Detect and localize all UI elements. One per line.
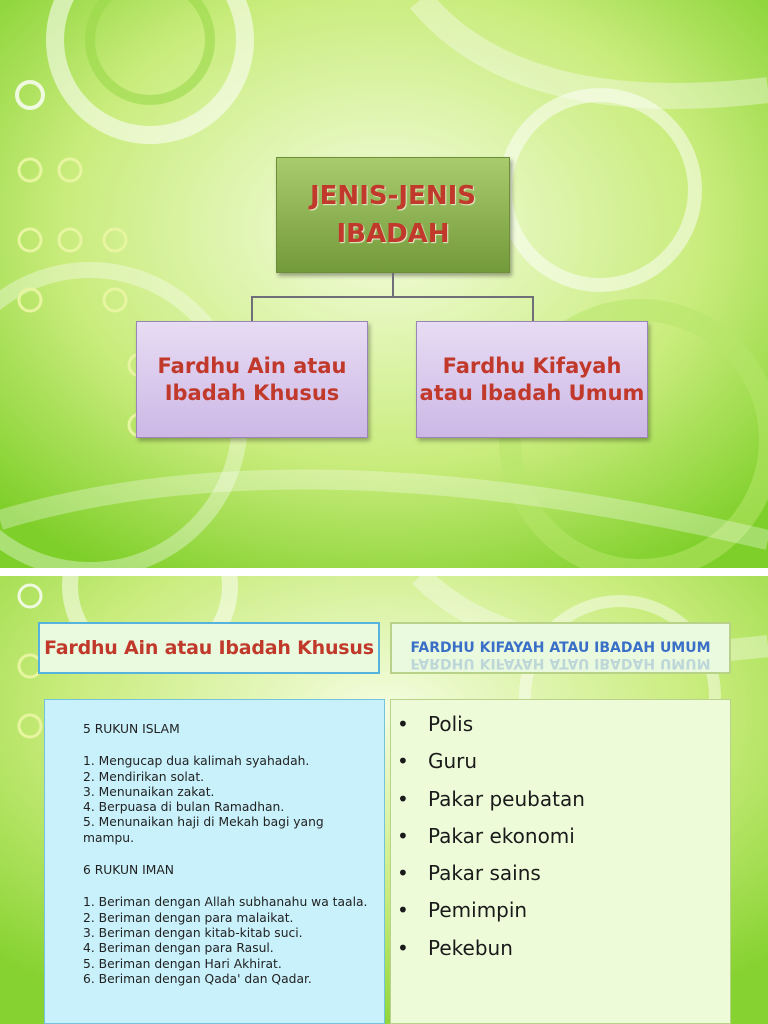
bullet-icon: • <box>397 935 409 960</box>
list-kifayah <box>397 706 730 967</box>
list-item: 3. Beriman dengan kitab-kitab suci. <box>83 925 303 940</box>
panel-rukun <box>44 699 385 1024</box>
list-item <box>397 706 730 743</box>
connector-vertical-left <box>251 296 253 321</box>
list-item <box>397 930 730 967</box>
list-item: 4. Beriman dengan para Rasul. <box>83 941 274 956</box>
list-item: 5. Menunaikan haji di Mekah bagi yang mampu. <box>83 815 324 845</box>
list-item <box>397 818 730 855</box>
child-node-right-line2: atau Ibadah Umum <box>419 380 645 405</box>
root-node-line2: IBADAH <box>336 219 450 249</box>
list-item: 1. Beriman dengan Allah subhanahu wa taala. <box>83 895 368 910</box>
list-item: 5. Beriman dengan Hari Akhirat. <box>83 956 282 971</box>
slide-separator <box>0 568 768 576</box>
bullet-icon: • <box>397 712 409 736</box>
list-item-label: Pemimpin <box>428 898 528 923</box>
list-item: 6. Beriman dengan Qada' dan Qadar. <box>83 971 312 986</box>
section-title-rukun-islam: 5 RUKUN ISLAM <box>83 722 180 736</box>
child-node-left-line1: Fardhu Ain atau <box>157 353 347 378</box>
list-item: 2. Mendirikan solat. <box>83 769 205 784</box>
list-item: 4. Berpuasa di bulan Ramadhan. <box>83 800 285 815</box>
connector-vertical-right <box>532 296 534 321</box>
list-item <box>397 892 730 929</box>
heading-left-text: Fardhu Ain atau Ibadah Khusus <box>44 637 374 659</box>
list-item: 2. Beriman dengan para malaikat. <box>83 910 294 925</box>
list-item-label: Pakar ekonomi <box>428 823 575 848</box>
section-title-rukun-iman: 6 RUKUN IMAN <box>83 863 174 878</box>
bullet-icon: • <box>397 749 409 774</box>
list-item-label: Pekebun <box>428 935 513 960</box>
list-item: 1. Mengucap dua kalimah syahadah. <box>83 754 310 769</box>
root-node-line1: JENIS-JENIS <box>310 181 476 211</box>
list-item-label: Guru <box>428 749 478 774</box>
bullet-icon: • <box>397 823 409 848</box>
panel-kifayah <box>390 699 731 1024</box>
list-item-label: Pakar sains <box>428 861 541 886</box>
list-item <box>397 781 730 818</box>
child-node-fardhu-kifayah <box>416 321 648 438</box>
list-item-label: Pakar peubatan <box>428 786 585 811</box>
list-item: 3. Menunaikan zakat. <box>83 784 215 799</box>
connector-vertical-root <box>392 273 394 297</box>
list-item-label: Polis <box>428 712 474 736</box>
list-rukun-iman <box>83 895 374 987</box>
heading-right-text: FARDHU KIFAYAH ATAU IBADAH UMUM FARDHU KIFAYAH ATAU IBADAH UMUM <box>410 640 710 656</box>
list-item <box>397 743 730 780</box>
child-node-fardhu-ain <box>136 321 368 438</box>
list-item <box>397 855 730 892</box>
list-rukun-islam <box>83 754 374 846</box>
heading-fardhu-ain <box>38 622 380 674</box>
bullet-icon: • <box>397 898 409 923</box>
root-node <box>276 157 510 273</box>
bullet-icon: • <box>397 786 409 811</box>
child-node-left-line2: Ibadah Khusus <box>164 380 340 405</box>
child-node-right-line1: Fardhu Kifayah <box>442 353 622 378</box>
bullet-icon: • <box>397 861 409 886</box>
heading-fardhu-kifayah <box>390 622 731 674</box>
connector-horizontal <box>251 296 534 298</box>
